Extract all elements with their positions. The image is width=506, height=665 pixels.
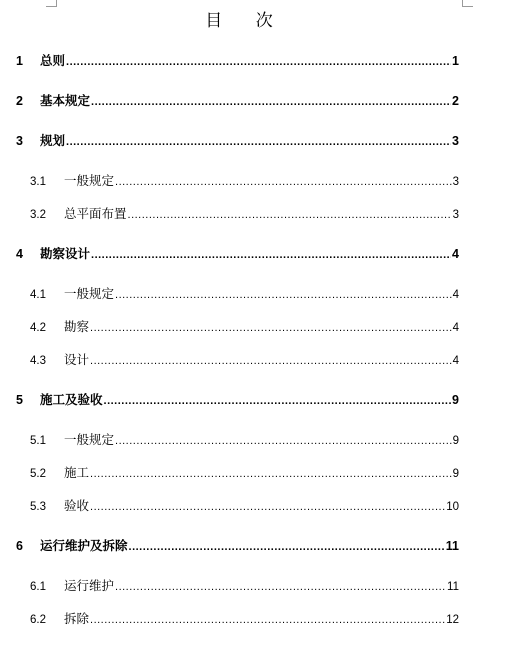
toc-entry-page: 3 bbox=[452, 209, 459, 221]
toc-entry-label: 一般规定 bbox=[64, 432, 115, 447]
toc-entry[interactable] bbox=[30, 431, 459, 449]
toc-entry[interactable] bbox=[16, 92, 459, 110]
toc-entry-page: 4 bbox=[452, 322, 459, 334]
toc-entry-page: 4 bbox=[452, 247, 459, 261]
toc-entry[interactable] bbox=[16, 245, 459, 263]
toc-entry-label: 一般规定 bbox=[64, 286, 115, 301]
toc-entry-number: 6.2 bbox=[30, 614, 46, 626]
toc-entry[interactable] bbox=[30, 351, 459, 369]
toc-entry-page: 4 bbox=[452, 289, 459, 301]
toc-dot-leader bbox=[104, 392, 452, 410]
toc-dot-leader bbox=[91, 246, 451, 264]
toc-title: 目 次 bbox=[205, 11, 287, 31]
toc-entry[interactable] bbox=[16, 537, 459, 555]
toc-dot-leader bbox=[128, 206, 452, 224]
toc-entry-label: 总则 bbox=[40, 53, 66, 68]
toc-dot-leader bbox=[90, 611, 445, 629]
toc-entry-page: 12 bbox=[446, 614, 459, 626]
toc-dot-leader bbox=[66, 53, 451, 71]
toc-entry-label: 总平面布置 bbox=[64, 206, 127, 221]
toc-entry-label: 设计 bbox=[64, 352, 90, 367]
toc-entry-page: 3 bbox=[452, 134, 459, 148]
toc-entry-page: 3 bbox=[452, 176, 459, 188]
toc-dot-leader bbox=[129, 538, 445, 556]
toc-dot-leader bbox=[66, 133, 451, 151]
toc-entry[interactable] bbox=[16, 132, 459, 150]
toc-entry-label: 规划 bbox=[40, 133, 66, 148]
toc-entry-number: 6.1 bbox=[30, 581, 46, 593]
toc-entry-label: 基本规定 bbox=[40, 93, 91, 108]
toc-entry-label: 勘察 bbox=[64, 319, 90, 334]
toc-entry-label: 施工 bbox=[64, 465, 90, 480]
toc-entry[interactable] bbox=[16, 52, 459, 70]
toc-entry-number: 4.2 bbox=[30, 322, 46, 334]
toc-entry-number: 3.1 bbox=[30, 176, 46, 188]
toc-entry-number: 4.1 bbox=[30, 289, 46, 301]
toc-entry-label: 拆除 bbox=[64, 611, 90, 626]
toc-entry-number: 6 bbox=[16, 539, 23, 553]
toc-dot-leader bbox=[90, 352, 452, 370]
toc-entry-number: 5 bbox=[16, 393, 23, 407]
toc-entry-label: 施工及验收 bbox=[40, 392, 103, 407]
toc-dot-leader bbox=[90, 319, 452, 337]
toc-dot-leader bbox=[90, 498, 445, 516]
toc-entry-label: 一般规定 bbox=[64, 173, 115, 188]
toc-entry[interactable] bbox=[30, 285, 459, 303]
toc-entry-page: 10 bbox=[446, 501, 459, 513]
toc-entry[interactable] bbox=[30, 318, 459, 336]
toc-entry-label: 勘察设计 bbox=[40, 246, 91, 261]
toc-entry-number: 1 bbox=[16, 54, 23, 68]
toc-entry-page: 9 bbox=[452, 435, 459, 447]
toc-entry-page: 9 bbox=[452, 468, 459, 480]
toc-dot-leader bbox=[91, 93, 451, 111]
toc-entry-number: 5.1 bbox=[30, 435, 46, 447]
toc-entry-label: 运行维护及拆除 bbox=[40, 538, 128, 553]
toc-entry-number: 5.2 bbox=[30, 468, 46, 480]
toc-dot-leader bbox=[115, 578, 446, 596]
toc-entry-page: 4 bbox=[452, 355, 459, 367]
toc-entry-number: 4.3 bbox=[30, 355, 46, 367]
toc-entry-page: 11 bbox=[447, 581, 459, 593]
toc-entry[interactable] bbox=[30, 497, 459, 515]
toc-entry[interactable] bbox=[30, 464, 459, 482]
toc-entry[interactable] bbox=[30, 205, 459, 223]
toc-entry-label: 验收 bbox=[64, 498, 90, 513]
toc-entry-page: 1 bbox=[452, 54, 459, 68]
toc-entry-number: 3.2 bbox=[30, 209, 46, 221]
toc-entry-label: 运行维护 bbox=[64, 578, 115, 593]
toc-dot-leader bbox=[90, 465, 452, 483]
toc-entry[interactable] bbox=[30, 577, 459, 595]
toc-entry-number: 3 bbox=[16, 134, 23, 148]
toc-entry-number: 5.3 bbox=[30, 501, 46, 513]
toc-dot-leader bbox=[115, 432, 452, 450]
toc-entry[interactable] bbox=[30, 610, 459, 628]
toc-entry-page: 11 bbox=[445, 539, 459, 553]
toc-entry[interactable] bbox=[30, 172, 459, 190]
toc-dot-leader bbox=[115, 173, 452, 191]
toc-entry-page: 2 bbox=[452, 94, 459, 108]
toc-entry[interactable] bbox=[16, 391, 459, 409]
toc-entry-number: 2 bbox=[16, 94, 23, 108]
toc-entry-number: 4 bbox=[16, 247, 23, 261]
toc-dot-leader bbox=[115, 286, 452, 304]
toc-entry-page: 9 bbox=[452, 393, 459, 407]
